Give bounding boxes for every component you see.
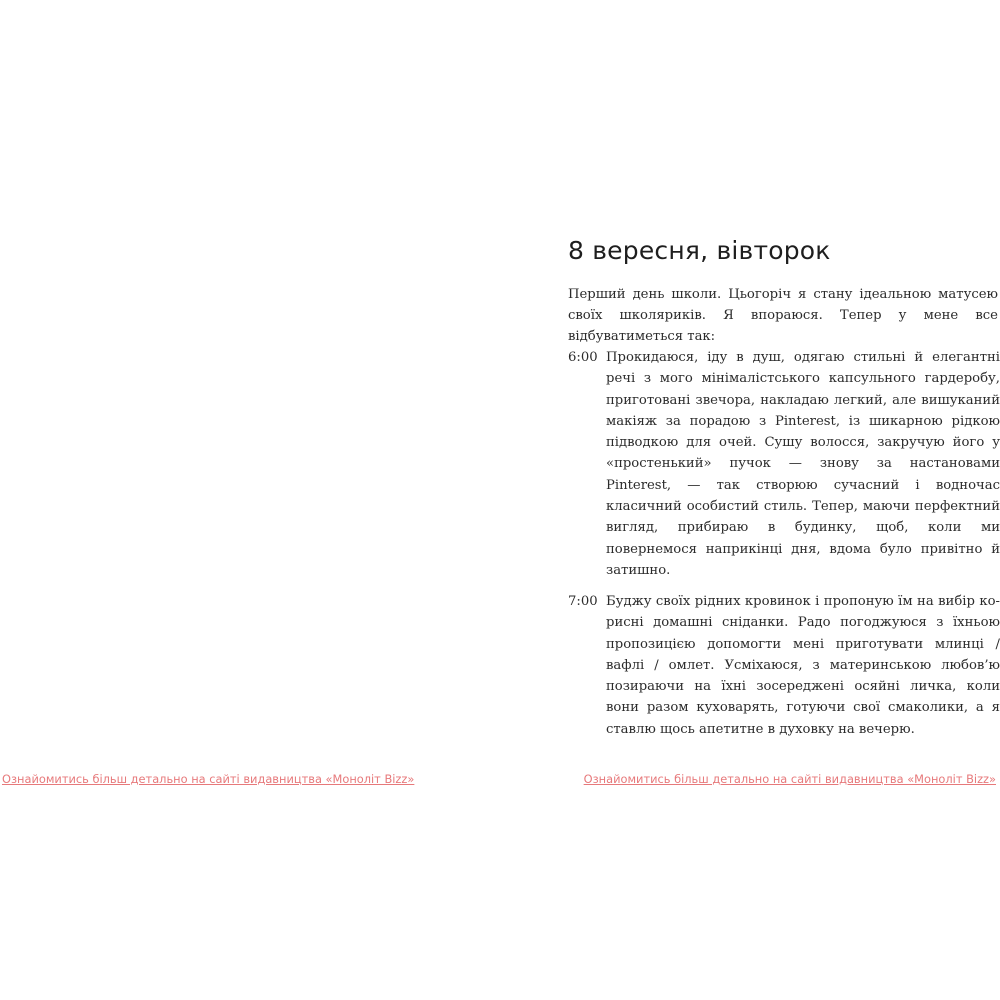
entry-time: 6:00 [568, 350, 598, 365]
chapter-heading: 8 вересня, вівторок [568, 236, 831, 265]
entry-time: 7:00 [568, 594, 598, 609]
schedule-entry [568, 591, 1000, 740]
schedule-entry [568, 347, 1000, 581]
entry-text: Прокидаюся, іду в душ, одягаю стильні й елегантні речі з мого мінімалістського капсульного гардеробу, приготовані звечора, накладаю легкий, але вишуканий макіяж за порадою з Pinterest, із шикарною рідкою підводкою для очей. Сушу волосся, закручую його у «простенький» пучок — знову за настановами Pinterest, — так створюю сучасний і водночас класичний особистий стиль. Тепер, маючи перфектний вигляд, прибираю в будинку, щоб, коли ми повернемося наприкінці дня, вдома було привітно й затишно. [606, 350, 1000, 578]
entry-text: Буджу своїх рідних кровинок і пропоную їм на вибір корисні домашні сніданки. Радо погоджуюся з їхньою пропозицією допомогти мені приготувати млинці / вафлі / омлет. Усміхаюся, з материнською любов’ю позираючи на їхні зосереджені осяйні личка, коли вони разом куховарять, готуючи свої смаколики, а я ставлю щось апетитне в духовку на вечерю. [606, 594, 1000, 737]
intro-paragraph: Перший день школи. Цьогоріч я стану ідеальною матусею своїх школяриків. Я впораюся. Тепер у мене все відбуватиметься так: [568, 287, 998, 344]
publisher-link-right[interactable]: Ознайомитись більш детально на сайті видавництва «Моноліт Bizz» [583, 772, 996, 786]
publisher-link-left[interactable]: Ознайомитись більш детально на сайті видавництва «Моноліт Bizz» [2, 772, 415, 786]
right-page [500, 0, 1000, 1000]
